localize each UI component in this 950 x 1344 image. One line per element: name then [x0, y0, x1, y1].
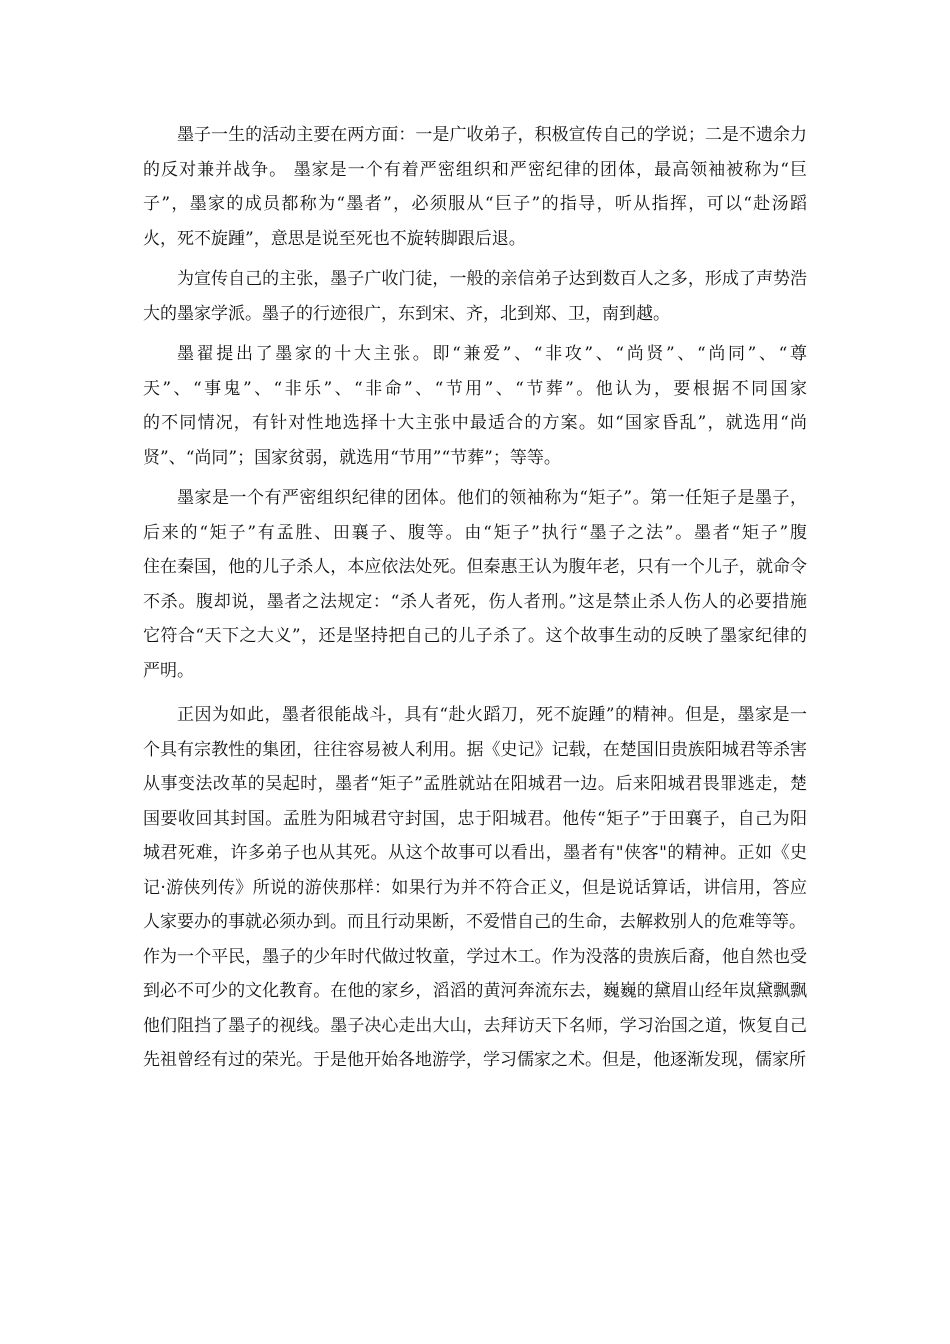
paragraph	[143, 337, 807, 475]
text-line: 个具有宗教性的集团，往往容易被人利用。据《史记》记载，在楚国旧贵族阳城君等杀害	[143, 739, 807, 760]
text-line: 严明。	[143, 660, 194, 681]
text-line: 住在秦国，他的儿子杀人，本应依法处死。但秦惠王认为腹年老，只有一个儿子，就命令	[143, 557, 807, 577]
text-line: 从事变法改革的吴起时，墨者“矩子”孟胜就站在阳城君一边。后来阳城君畏罪逃走，楚	[143, 774, 807, 794]
text-line: 记·游侠列传》所说的游侠那样：如果行为并不符合正义，但是说话算话，讲信用，答应	[143, 877, 807, 898]
text-line: 到必不可少的文化教育。在他的家乡，滔滔的黄河奔流东去，巍巍的黛眉山经年岚黛飘飘	[143, 981, 807, 1001]
paragraph	[143, 481, 807, 688]
text-line: 贤”、“尚同”；国家贫弱，就选用“节用”“节葬”；等等。	[143, 447, 561, 468]
text-line: 墨子一生的活动主要在两方面：一是广收弟子，积极宣传自己的学说；二是不遗余力	[177, 125, 807, 145]
text-line: 人家要办的事就必须办到。而且行动果断，不爱惜自己的生命，去解救别人的危难等等。	[143, 912, 806, 932]
text-line: 天”、“事鬼”、“非乐”、“非命”、“节用”、“节葬”。他认为，要根据不同国家	[143, 378, 807, 399]
text-line: 的反对兼并战争。 墨家是一个有着严密组织和严密纪律的团体，最高领袖被称为“巨	[143, 159, 807, 180]
text-line: 墨家是一个有严密组织纪律的团体。他们的领袖称为“矩子”。第一任矩子是墨子，	[177, 488, 807, 508]
text-line: 子”，墨家的成员都称为“墨者”，必须服从“巨子”的指导，听从指挥，可以“赴汤蹈	[143, 194, 807, 214]
text-line: 城君死难，许多弟子也从其死。从这个故事可以看出，墨者有"侠客"的精神。正如《史	[143, 843, 807, 863]
text-line: 为宣传自己的主张，墨子广收门徒，一般的亲信弟子达到数百人之多，形成了声势浩	[177, 269, 807, 289]
document-body	[143, 118, 807, 1078]
text-line: 先祖曾经有过的荣光。于是他开始各地游学，学习儒家之术。但是，他逐渐发现，儒家所	[143, 1050, 806, 1070]
text-line: 大的墨家学派。墨子的行迹很广，东到宋、齐，北到郑、卫，南到越。	[143, 303, 670, 324]
text-line: 他们阻挡了墨子的视线。墨子决心走出大山，去拜访天下名师，学习治国之道，恢复自己	[143, 1015, 807, 1036]
text-line: 火，死不旋踵”，意思是说至死也不旋转脚跟后退。	[143, 228, 526, 249]
text-line: 国要收回其封国。孟胜为阳城君守封国，忠于阳城君。他传“矩子”于田襄子，自己为阳	[143, 808, 807, 829]
paragraph	[143, 118, 807, 256]
text-line: 的不同情况，有针对性地选择十大主张中最适合的方案。如“国家昏乱”，就选用“尚	[143, 413, 807, 433]
text-line: 正因为如此，墨者很能战斗，具有“赴火蹈刀，死不旋踵”的精神。但是，墨家是一	[177, 705, 807, 725]
text-line: 作为一个平民，墨子的少年时代做过牧童，学过木工。作为没落的贵族后裔，他自然也受	[143, 946, 807, 967]
text-line: 它符合“天下之大义”，还是坚持把自己的儿子杀了。这个故事生动的反映了墨家纪律的	[143, 626, 807, 646]
text-line: 后来的“矩子”有孟胜、田襄子、腹等。由“矩子”执行“墨子之法”。墨者“矩子”腹	[143, 522, 807, 543]
paragraph	[143, 262, 807, 331]
text-line: 不杀。腹却说，墨者之法规定：“杀人者死，伤人者刑。”这是禁止杀人伤人的必要措施	[143, 591, 807, 612]
text-line: 墨翟提出了墨家的十大主张。即“兼爱”、“非攻”、“尚贤”、“尚同”、“尊	[177, 344, 807, 364]
paragraph	[143, 940, 807, 1078]
paragraph	[143, 698, 807, 940]
